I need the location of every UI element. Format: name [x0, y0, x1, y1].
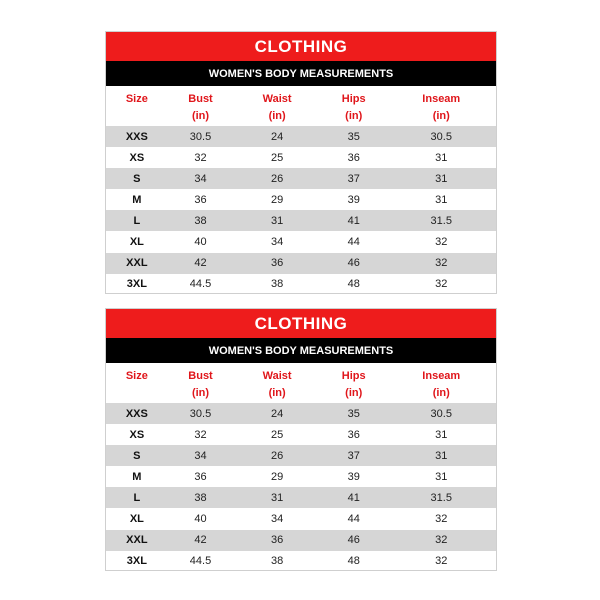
column-header-unit: (in)	[191, 110, 210, 122]
measurement-cell: 42	[194, 534, 207, 547]
table-row	[106, 210, 496, 231]
column-header-4	[387, 368, 496, 403]
measurement-cell: 34	[194, 449, 207, 462]
size-cell: XXS	[125, 130, 148, 143]
measurement-cell: 39	[347, 193, 360, 206]
size-cell: XXS	[125, 407, 148, 420]
table-row	[106, 508, 496, 529]
column-header-4	[387, 91, 496, 126]
measurement-cell: 34	[270, 236, 284, 249]
measurement-cell: 24	[270, 130, 284, 143]
measurement-cell: 26	[270, 172, 284, 185]
column-header-1	[168, 368, 234, 403]
column-header-row	[106, 86, 496, 126]
table-row	[106, 551, 496, 572]
measurement-cell: 30.5	[189, 407, 212, 420]
measurement-cell: 40	[194, 236, 207, 249]
table-body	[106, 126, 496, 295]
column-header-3	[321, 91, 387, 126]
measurement-cell: 26	[270, 449, 284, 462]
measurement-cell: 31	[435, 193, 448, 206]
measurement-cell: 24	[270, 407, 284, 420]
column-header-label: Size	[125, 93, 148, 105]
measurement-cell: 32	[435, 278, 448, 291]
table-row	[106, 231, 496, 252]
chart-title: CLOTHING	[106, 32, 496, 61]
table-row	[106, 530, 496, 551]
chart-subtitle: WOMEN'S BODY MEASUREMENTS	[106, 338, 496, 363]
size-cell: S	[133, 172, 141, 185]
measurement-cell: 25	[270, 151, 284, 164]
measurement-cell: 25	[270, 428, 284, 441]
column-header-unit: (in)	[268, 387, 286, 399]
measurement-cell: 29	[270, 193, 284, 206]
table-row	[106, 274, 496, 295]
chart-subtitle: WOMEN'S BODY MEASUREMENTS	[106, 61, 496, 86]
measurement-cell: 35	[347, 130, 360, 143]
column-header-label: Inseam	[422, 93, 461, 105]
measurement-cell: 36	[194, 470, 207, 483]
measurement-cell: 38	[270, 278, 284, 291]
column-header-unit: (in)	[432, 387, 450, 399]
measurement-cell: 30.5	[189, 130, 212, 143]
measurement-cell: 31.5	[430, 214, 452, 227]
measurement-cell: 44	[347, 513, 360, 526]
measurement-cell: 32	[194, 428, 207, 441]
column-header-unit: (in)	[345, 387, 363, 399]
measurement-cell: 39	[347, 470, 360, 483]
size-cell: M	[132, 470, 142, 483]
measurement-cell: 48	[347, 555, 360, 568]
table-row	[106, 466, 496, 487]
measurement-cell: 44.5	[189, 555, 212, 568]
column-header-3	[321, 368, 387, 403]
measurement-cell: 44	[347, 236, 360, 249]
size-cell: S	[133, 449, 141, 462]
measurement-cell: 46	[347, 534, 360, 547]
measurement-cell: 38	[194, 214, 207, 227]
size-cell: XXL	[126, 534, 148, 547]
column-header-label: Hips	[341, 370, 366, 382]
column-header-1	[168, 91, 234, 126]
size-cell: XXL	[126, 257, 148, 270]
measurement-cell: 35	[347, 407, 360, 420]
measurement-cell: 32	[435, 555, 448, 568]
size-cell: 3XL	[126, 278, 147, 291]
table-row	[106, 168, 496, 189]
measurement-cell: 32	[435, 513, 448, 526]
measurement-cell: 31	[435, 172, 448, 185]
measurement-cell: 37	[347, 172, 360, 185]
measurement-cell: 36	[270, 257, 284, 270]
column-header-label: Bust	[188, 370, 213, 382]
measurement-cell: 31	[435, 428, 448, 441]
column-header-unit: (in)	[191, 387, 210, 399]
column-header-label: Size	[125, 370, 148, 382]
size-cell: XS	[129, 151, 145, 164]
measurement-cell: 41	[347, 491, 360, 504]
column-header-label: Waist	[262, 93, 292, 105]
column-header-label: Inseam	[422, 370, 461, 382]
measurement-cell: 40	[194, 513, 207, 526]
measurement-cell: 38	[194, 491, 207, 504]
measurement-cell: 41	[347, 214, 360, 227]
column-header-label: Waist	[262, 370, 292, 382]
measurement-cell: 31	[270, 214, 284, 227]
measurement-cell: 30.5	[430, 130, 452, 143]
measurement-cell: 48	[347, 278, 360, 291]
size-cell: XL	[129, 513, 144, 526]
table-row	[106, 445, 496, 466]
measurement-cell: 37	[347, 449, 360, 462]
table-row	[106, 253, 496, 274]
measurement-cell: 42	[194, 257, 207, 270]
measurement-cell: 36	[347, 151, 360, 164]
measurement-cell: 38	[270, 555, 284, 568]
measurement-cell: 29	[270, 470, 284, 483]
measurement-cell: 31	[270, 491, 284, 504]
measurement-cell: 31	[435, 470, 448, 483]
measurement-cell: 31.5	[430, 491, 452, 504]
measurement-cell: 32	[435, 236, 448, 249]
measurement-cell: 31	[435, 151, 448, 164]
table-row	[106, 424, 496, 445]
measurement-cell: 30.5	[430, 407, 452, 420]
column-header-label: Hips	[341, 93, 366, 105]
column-header-2	[233, 368, 321, 403]
measurement-cell: 32	[194, 151, 207, 164]
measurement-cell: 32	[435, 534, 448, 547]
measurement-cell: 32	[435, 257, 448, 270]
table-row	[106, 126, 496, 147]
column-header-unit: (in)	[345, 110, 363, 122]
table-body	[106, 403, 496, 572]
size-chart-bottom	[105, 308, 497, 571]
measurement-cell: 36	[270, 534, 284, 547]
column-header-unit: (in)	[268, 110, 286, 122]
column-header-label: Bust	[188, 93, 213, 105]
measurement-cell: 31	[435, 449, 448, 462]
column-header-row	[106, 363, 496, 403]
measurement-cell: 44.5	[189, 278, 212, 291]
column-header-2	[233, 91, 321, 126]
measurement-cell: 36	[194, 193, 207, 206]
table-row	[106, 487, 496, 508]
measurement-cell: 36	[347, 428, 360, 441]
chart-title: CLOTHING	[106, 309, 496, 338]
column-header-unit: (in)	[432, 110, 450, 122]
size-cell: M	[132, 193, 142, 206]
table-row	[106, 147, 496, 168]
size-chart-top	[105, 31, 497, 294]
table-row	[106, 403, 496, 424]
table-row	[106, 189, 496, 210]
size-cell: 3XL	[126, 555, 147, 568]
measurement-cell: 34	[194, 172, 207, 185]
column-header-0	[106, 91, 168, 126]
measurement-cell: 46	[347, 257, 360, 270]
size-cell: L	[133, 491, 141, 504]
size-cell: XL	[129, 236, 144, 249]
measurement-cell: 34	[270, 513, 284, 526]
column-header-0	[106, 368, 168, 403]
size-cell: XS	[129, 428, 145, 441]
size-cell: L	[133, 214, 141, 227]
